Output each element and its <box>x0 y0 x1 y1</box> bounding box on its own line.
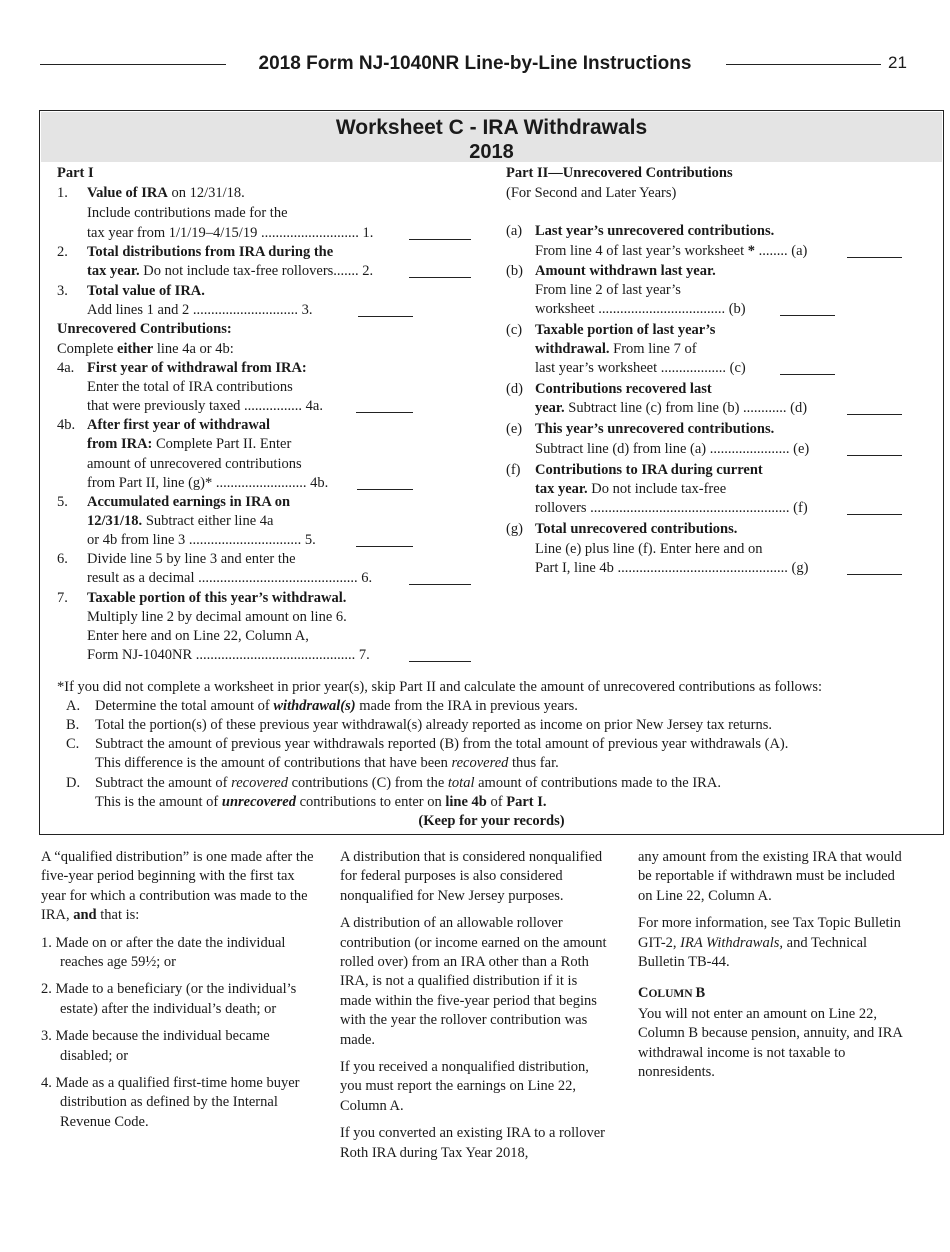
paragraph: A distribution that is considered nonqualified for federal purposes is also considered nonqualified for New Jersey purposes. <box>340 849 603 904</box>
line2-number: 2. <box>57 244 68 260</box>
footnote-c-label: C. <box>66 736 80 752</box>
keep-for-records: (Keep for your records) <box>418 813 565 829</box>
line4a-entry[interactable] <box>356 400 413 413</box>
footnote-b-text: Total the portion(s) of these previous year withdrawal(s) already reported as income on prior New Jersey tax returns. <box>95 717 773 733</box>
complete-instruction: Complete either line 4a or 4b: <box>57 341 234 357</box>
paragraph: any amount from the existing IRA that would be reportable if withdrawn must be included on Line 22, Column A. <box>638 849 902 904</box>
line6-number: 6. <box>57 551 68 567</box>
line3-entry[interactable] <box>358 304 413 317</box>
worksheet-year: 2018 <box>469 141 514 163</box>
line-g-entry[interactable] <box>847 562 902 575</box>
line7-text: Multiply line 2 by decimal amount on line 6. <box>87 609 347 625</box>
list-item: 4. Made as a qualified first-time home buyer distribution as defined by the Internal Revenue Code. <box>41 1075 300 1130</box>
line-f-leader: rollovers ....................................................... (f) <box>535 500 808 516</box>
line4b-text-2: amount of unrecovered contributions <box>87 456 302 472</box>
footnote-c-text-2: This difference is the amount of contributions that have been recovered thus far. <box>95 755 559 771</box>
line-g-label: (g) <box>506 521 523 537</box>
line-d-leader: year. Subtract line (c) from line (b) ............ (d) <box>535 400 808 416</box>
line-g-title: Total unrecovered contributions. <box>535 521 738 537</box>
column-b-heading: COLUMN B <box>638 985 706 1002</box>
list-item: 2. Made to a beneficiary (or the individual’s estate) after the individual’s death; or <box>41 981 297 1017</box>
footnote-c-text: Subtract the amount of previous year withdrawals reported (B) from the total amount of previous year withdrawals (A). <box>95 736 789 752</box>
list-item: 1. Made on or after the date the individual reaches age 59½; or <box>41 934 286 971</box>
page-header-title: 2018 Form NJ-1040NR Line-by-Line Instructions <box>258 53 692 74</box>
line-c-entry[interactable] <box>780 362 835 375</box>
qualified-distribution-paragraph: A “qualified distribution” is one made after the five-year period beginning with the first tax year for which a contribution was made to the IRA, and that is: <box>41 849 314 924</box>
line5-label: Accumulated earnings in IRA on <box>87 494 291 510</box>
line-c-text: withdrawal. From line 7 of <box>535 341 697 357</box>
line4a-number: 4a. <box>57 360 75 376</box>
paragraph: A distribution of an allowable rollover contribution (or income earned on the amount rolled over) from an IRA other than a Roth IRA, is not a qualified distribution if it is made within the five-year period that begins with the year the rollover contribution was made. <box>340 915 607 1048</box>
line7-label: Taxable portion of this year’s withdrawal. <box>87 590 347 606</box>
line-b-leader: worksheet ................................... (b) <box>535 301 746 317</box>
paragraph: If you converted an existing IRA to a rollover Roth IRA during Tax Year 2018, <box>340 1125 605 1161</box>
line4a-leader: that were previously taxed ................ 4a. <box>87 398 323 414</box>
list-item: 3. Made because the individual became disabled; or <box>41 1028 270 1064</box>
line-b-entry[interactable] <box>780 303 835 316</box>
line5-number: 5. <box>57 494 68 510</box>
line4a-label: First year of withdrawal from IRA: <box>87 360 307 376</box>
line-d-entry[interactable] <box>847 402 902 415</box>
line7-number: 7. <box>57 590 68 606</box>
line6-entry[interactable] <box>409 572 471 585</box>
worksheet-title-band <box>41 112 942 162</box>
footnote-d-text: Subtract the amount of recovered contributions (C) from the total amount of contributions made to the IRA. <box>95 775 721 791</box>
line-a-title: Last year’s unrecovered contributions. <box>535 223 775 239</box>
line1-label: Value of IRA on 12/31/18. <box>87 185 245 201</box>
line7-entry[interactable] <box>409 649 471 662</box>
line-b-text: From line 2 of last year’s <box>535 282 681 298</box>
line5-entry[interactable] <box>356 534 413 547</box>
footnote-d-label: D. <box>66 775 81 791</box>
line5-text: 12/31/18. Subtract either line 4a <box>87 513 274 529</box>
line2-leader: tax year. Do not include tax-free rollovers....... 2. <box>87 263 374 279</box>
line-a-entry[interactable] <box>847 245 902 258</box>
part1-heading: Part I <box>57 165 94 181</box>
text-column-1 <box>41 848 316 1140</box>
line-f-text: tax year. Do not include tax-free <box>535 481 727 497</box>
line-b-label: (b) <box>506 263 523 279</box>
line2-entry[interactable] <box>409 265 471 278</box>
line-f-title: Contributions to IRA during current <box>535 462 763 478</box>
line-c-title: Taxable portion of last year’s <box>535 322 716 338</box>
line-d-label: (d) <box>506 381 523 397</box>
line6-leader: result as a decimal ............................................ 6. <box>87 570 373 586</box>
line5-leader: or 4b from line 3 ............................... 5. <box>87 532 316 548</box>
line1-number: 1. <box>57 185 68 201</box>
line-g-leader: Part I, line 4b ............................................... (g) <box>535 560 809 576</box>
line4b-number: 4b. <box>57 417 76 433</box>
line-e-title: This year’s unrecovered contributions. <box>535 421 775 437</box>
line-e-entry[interactable] <box>847 443 902 456</box>
line2-label: Total distributions from IRA during the <box>87 244 334 260</box>
line4b-label: After first year of withdrawal <box>87 417 271 433</box>
line1-text: Include contributions made for the <box>87 205 288 221</box>
text-column-2 <box>340 848 610 1171</box>
line-a-label: (a) <box>506 223 523 239</box>
line4a-text: Enter the total of IRA contributions <box>87 379 293 395</box>
footnote-a-label: A. <box>66 698 81 714</box>
line3-label: Total value of IRA. <box>87 283 205 299</box>
line3-number: 3. <box>57 283 68 299</box>
line-e-leader: Subtract line (d) from line (a) ...................... (e) <box>535 441 810 457</box>
line6-label: Divide line 5 by line 3 and enter the <box>87 551 296 567</box>
part2-subheading: (For Second and Later Years) <box>506 185 677 201</box>
text-column-3 <box>638 848 913 1090</box>
footnote-b-label: B. <box>66 717 80 733</box>
footnote-a-text: Determine the total amount of withdrawal(s) made from the IRA in previous years. <box>95 698 578 714</box>
footnote-d-text-2: This is the amount of unrecovered contributions to enter on line 4b of Part I. <box>95 794 547 810</box>
footnote-intro: *If you did not complete a worksheet in prior year(s), skip Part II and calculate the amount of unrecovered contributions as follows: <box>57 679 823 695</box>
unrecovered-heading: Unrecovered Contributions: <box>57 321 232 337</box>
line-c-leader: last year’s worksheet .................. (c) <box>535 360 746 376</box>
line7-text-2: Enter here and on Line 22, Column A, <box>87 628 309 644</box>
page-number: 21 <box>888 53 907 72</box>
line-g-text: Line (e) plus line (f). Enter here and on <box>535 541 763 557</box>
line1-leader: tax year from 1/1/19–4/15/19 ........................... 1. <box>87 225 374 241</box>
paragraph: You will not enter an amount on Line 22, Column B because pension, annuity, and IRA withdrawal income is not taxable to nonresidents. <box>638 1005 903 1081</box>
line-f-label: (f) <box>506 462 521 478</box>
worksheet-title: Worksheet C - IRA Withdrawals <box>335 116 648 139</box>
line4b-leader: from Part II, line (g)* ......................... 4b. <box>87 475 329 491</box>
line-d-title: Contributions recovered last <box>535 381 712 397</box>
paragraph: For more information, see Tax Topic Bulletin GIT-2, IRA Withdrawals, and Technical Bulletin TB-44. <box>638 915 901 971</box>
line3-leader: Add lines 1 and 2 ............................. 3. <box>87 302 313 318</box>
line4b-text: from IRA: Complete Part II. Enter <box>87 436 292 452</box>
part2-heading: Part II—Unrecovered Contributions <box>506 165 733 181</box>
line-e-label: (e) <box>506 421 523 437</box>
line-b-title: Amount withdrawn last year. <box>535 263 716 279</box>
paragraph: If you received a nonqualified distribution, you must report the earnings on Line 22, Column A. <box>340 1059 589 1114</box>
line-f-entry[interactable] <box>847 502 902 515</box>
line-a-leader: From line 4 of last year’s worksheet * ........ (a) <box>535 243 808 259</box>
line7-leader: Form NJ-1040NR ............................................ 7. <box>87 647 370 663</box>
line4b-entry[interactable] <box>357 477 413 490</box>
line1-entry[interactable] <box>409 227 471 240</box>
line-c-label: (c) <box>506 322 523 338</box>
